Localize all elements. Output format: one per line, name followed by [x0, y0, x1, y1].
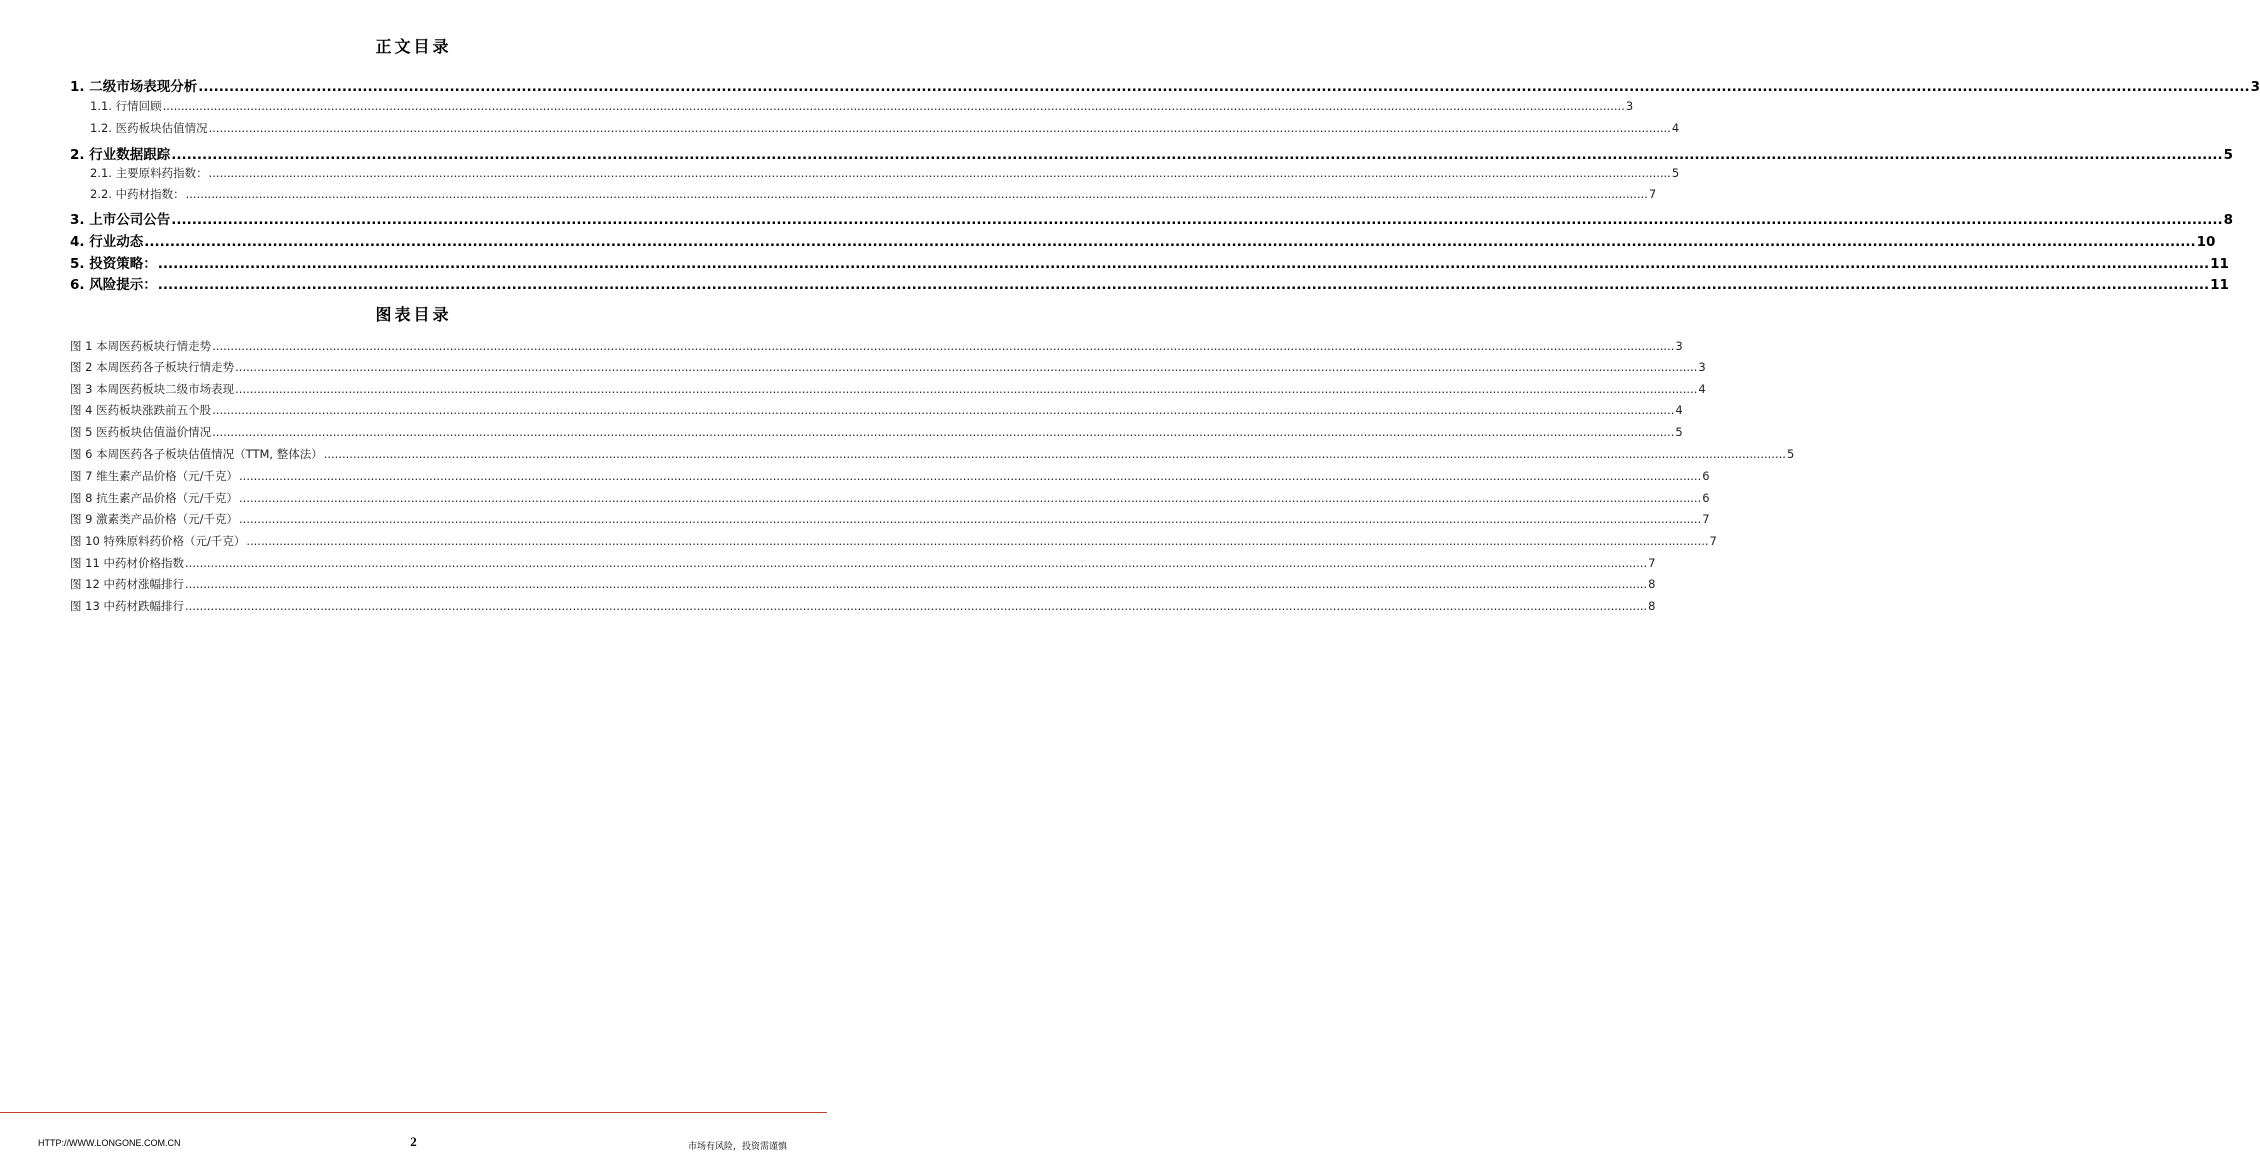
figure-entry[interactable]: [70, 576, 1656, 592]
dot-leader: ................................................................................................................................................................................................................................................................................................................................................................................................................: [239, 491, 1702, 505]
toc-entry-label: 6. 风险提示：: [70, 277, 157, 293]
figure-entry[interactable]: [70, 555, 1656, 571]
dot-leader: ................................................................................................................................................................................................................................................................................................................................................................................................................: [184, 556, 1648, 570]
figure-entry-label: 图 12 中药材涨幅排行: [70, 577, 184, 591]
toc-entry[interactable]: [70, 252, 2229, 272]
figure-entry-page: 3: [1675, 339, 1683, 353]
figure-entry-page: 8: [1648, 599, 1656, 613]
toc-entry[interactable]: [70, 273, 2229, 293]
figure-entry-label: 图 8 抗生素产品价格（元/千克）: [70, 491, 239, 505]
figure-entry[interactable]: [70, 511, 1710, 527]
figure-entry-page: 6: [1702, 491, 1710, 505]
toc-entry[interactable]: [70, 75, 2260, 95]
dot-leader: ................................................................................................................................................................................................................................................................................................................................................................................................................: [171, 147, 2223, 163]
toc-entry-label: 1.2. 医药板块估值情况: [90, 121, 208, 135]
figure-entry-label: 图 6 本周医药各子板块估值情况（TTM, 整体法）: [70, 447, 323, 461]
dot-leader: ................................................................................................................................................................................................................................................................................................................................................................................................................: [162, 99, 1625, 113]
dot-leader: ................................................................................................................................................................................................................................................................................................................................................................................................................: [185, 187, 1648, 201]
footer-url[interactable]: HTTP://WWW.LONGONE.COM.CN: [38, 1138, 181, 1148]
figure-entry-label: 图 7 维生素产品价格（元/千克）: [70, 469, 239, 483]
toc-entry-label: 2.1. 主要原料药指数：: [90, 166, 208, 180]
figure-entry-page: 7: [1648, 556, 1656, 570]
dot-leader: ................................................................................................................................................................................................................................................................................................................................................................................................................: [239, 469, 1702, 483]
figure-entry[interactable]: [70, 338, 1683, 354]
dot-leader: ................................................................................................................................................................................................................................................................................................................................................................................................................: [235, 360, 1698, 374]
toc-entry[interactable]: [70, 208, 2234, 228]
figure-entry-page: 6: [1702, 469, 1710, 483]
toc-entry-page: 10: [2196, 234, 2216, 250]
figure-entry-label: 图 3 本周医药板块二级市场表现: [70, 382, 235, 396]
figure-entry-label: 图 10 特殊原料药价格（元/千克）: [70, 534, 246, 548]
footer-divider: [0, 1112, 827, 1113]
toc-entry[interactable]: [70, 230, 2216, 250]
toc-entry-label: 5. 投资策略：: [70, 256, 157, 272]
toc-entry-page: 8: [2223, 212, 2234, 228]
figure-entry[interactable]: [70, 446, 1795, 462]
dot-leader: ................................................................................................................................................................................................................................................................................................................................................................................................................: [212, 339, 1675, 353]
figure-entry[interactable]: [70, 468, 1710, 484]
figure-entry-label: 图 4 医药板块涨跌前五个股: [70, 403, 212, 417]
figure-entry[interactable]: [70, 533, 1717, 549]
dot-leader: ................................................................................................................................................................................................................................................................................................................................................................................................................: [157, 277, 2210, 293]
toc-entry-page: 3: [2250, 79, 2260, 95]
figure-entry-page: 3: [1698, 360, 1706, 374]
figure-entry[interactable]: [70, 359, 1706, 375]
toc-entry-page: 11: [2210, 256, 2229, 272]
toc-entry[interactable]: [90, 186, 1657, 202]
figure-entry-page: 7: [1702, 512, 1710, 526]
dot-leader: ................................................................................................................................................................................................................................................................................................................................................................................................................: [323, 447, 1786, 461]
risk-notice: 市场有风险，投资需谨慎: [687, 1142, 787, 1152]
figure-entry-page: 5: [1675, 425, 1683, 439]
toc-entry-label: 2. 行业数据跟踪: [70, 147, 171, 163]
figure-entry[interactable]: [70, 424, 1683, 440]
toc-entry[interactable]: [70, 143, 2234, 163]
page-number: 2: [410, 1134, 417, 1149]
toc-entry-page: 5: [1671, 166, 1680, 180]
figure-entry-page: 4: [1675, 403, 1683, 417]
figure-entry[interactable]: [70, 402, 1683, 418]
toc-entry-label: 4. 行业动态: [70, 234, 144, 250]
dot-leader: ................................................................................................................................................................................................................................................................................................................................................................................................................: [239, 512, 1702, 526]
dot-leader: ................................................................................................................................................................................................................................................................................................................................................................................................................: [246, 534, 1709, 548]
figure-entry-label: 图 1 本周医药板块行情走势: [70, 339, 212, 353]
figure-list-title: 图表目录: [375, 305, 452, 324]
figure-entry[interactable]: [70, 381, 1706, 397]
figure-entry[interactable]: [70, 490, 1710, 506]
figure-entry[interactable]: [70, 598, 1656, 614]
dot-leader: ................................................................................................................................................................................................................................................................................................................................................................................................................: [208, 166, 1671, 180]
toc-entry-page: 7: [1648, 187, 1657, 201]
figure-entry-page: 5: [1786, 447, 1795, 461]
toc-entry-page: 3: [1625, 99, 1634, 113]
dot-leader: ................................................................................................................................................................................................................................................................................................................................................................................................................: [208, 121, 1671, 135]
figure-entry-label: 图 13 中药材跌幅排行: [70, 599, 184, 613]
dot-leader: ................................................................................................................................................................................................................................................................................................................................................................................................................: [212, 403, 1675, 417]
dot-leader: ................................................................................................................................................................................................................................................................................................................................................................................................................: [171, 212, 2223, 228]
figure-entry-label: 图 9 激素类产品价格（元/千克）: [70, 512, 239, 526]
dot-leader: ................................................................................................................................................................................................................................................................................................................................................................................................................: [184, 599, 1648, 613]
dot-leader: ................................................................................................................................................................................................................................................................................................................................................................................................................: [144, 234, 2196, 250]
toc-entry-page: 4: [1671, 121, 1680, 135]
figure-entry-page: 4: [1698, 382, 1706, 396]
toc-entry[interactable]: [90, 98, 1634, 114]
figure-entry-page: 7: [1709, 534, 1717, 548]
toc-entry-page: 5: [2223, 147, 2234, 163]
dot-leader: ................................................................................................................................................................................................................................................................................................................................................................................................................: [184, 577, 1648, 591]
dot-leader: ................................................................................................................................................................................................................................................................................................................................................................................................................: [212, 425, 1675, 439]
dot-leader: ................................................................................................................................................................................................................................................................................................................................................................................................................: [235, 382, 1698, 396]
dot-leader: ................................................................................................................................................................................................................................................................................................................................................................................................................: [157, 256, 2210, 272]
toc-entry-label: 3. 上市公司公告: [70, 212, 171, 228]
toc-entry[interactable]: [90, 165, 1680, 181]
figure-entry-label: 图 5 医药板块估值溢价情况: [70, 425, 212, 439]
toc-entry-label: 1. 二级市场表现分析: [70, 79, 198, 95]
toc-title: 正文目录: [375, 37, 452, 56]
dot-leader: ................................................................................................................................................................................................................................................................................................................................................................................................................: [198, 79, 2250, 95]
figure-entry-page: 8: [1648, 577, 1656, 591]
toc-entry-label: 2.2. 中药材指数：: [90, 187, 185, 201]
figure-entry-label: 图 2 本周医药各子板块行情走势: [70, 360, 235, 374]
toc-entry-page: 11: [2210, 277, 2229, 293]
toc-entry-label: 1.1. 行情回顾: [90, 99, 162, 113]
figure-entry-label: 图 11 中药材价格指数: [70, 556, 184, 570]
toc-entry[interactable]: [90, 120, 1680, 136]
